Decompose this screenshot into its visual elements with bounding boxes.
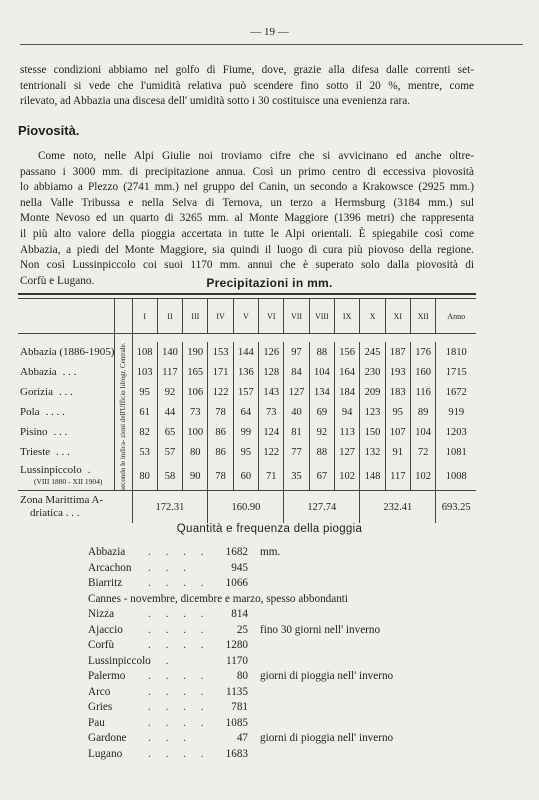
cell-value: 86 — [208, 422, 233, 442]
table-title: Precipitazioni in mm. — [206, 276, 333, 290]
cell-value: 102 — [410, 462, 435, 490]
cell-value: 94 — [335, 402, 360, 422]
frequency-text: Cannes - novembre, dicembre e marzo, spesso abbondanti — [88, 592, 349, 605]
place-name: Lussinpiccolo — [88, 654, 151, 667]
place-name: Lugano — [88, 747, 123, 760]
leader-dots: . . . . — [148, 623, 210, 636]
cell-value: 61 — [132, 402, 157, 422]
leader-dots: . . . . — [148, 716, 210, 729]
leader-dots: . . . . — [148, 639, 210, 651]
table-row — [18, 422, 476, 442]
cell-value: 86 — [208, 442, 233, 462]
cell-value: 95 — [132, 382, 157, 402]
body-paragraph — [20, 149, 474, 289]
rain-value: 1280 — [225, 639, 248, 651]
month-header: IV — [208, 299, 233, 334]
cell-value: 171 — [208, 362, 233, 382]
place-name: Abbazia — [88, 546, 126, 558]
text-line: passano i 3000 mm. di precipitazione annua. Così un primo centro di eccessiva piovosità — [20, 165, 474, 178]
frequency-title: Quantità e frequenza della pioggia — [176, 523, 363, 535]
cell-value: 65 — [157, 422, 182, 442]
month-header: XI — [385, 299, 410, 334]
month-header: V — [233, 299, 258, 334]
place-label: Abbazia — [20, 366, 57, 379]
cell-value: 160 — [410, 362, 435, 382]
cell-value: 92 — [157, 382, 182, 402]
cell-value: 190 — [183, 342, 208, 362]
cell-value: 82 — [132, 422, 157, 442]
month-header: III — [183, 299, 208, 334]
cell-value: 95 — [233, 442, 258, 462]
text-line: lo abbiamo a Plezzo (2741 mm.) nel gruppo del Canin, un secondo a Krakowsce (2925 mm.) — [20, 181, 474, 194]
intro-paragraph — [20, 63, 474, 110]
place-name: Arco — [88, 685, 111, 698]
cell-value: 183 — [385, 382, 410, 402]
precipitation-table — [18, 293, 476, 520]
zona-row — [18, 491, 476, 524]
text-line: rilevato, ad Abbazia una discesa dell' umidità sotto i 30 costituisce una evenienza rara. — [20, 95, 411, 108]
cell-value: 127 — [284, 382, 309, 402]
annual-value: 1715 — [436, 362, 476, 382]
cell-value: 164 — [335, 362, 360, 382]
cell-value: 80 — [132, 462, 157, 490]
cell-value: 80 — [183, 442, 208, 462]
place-label: Pola — [20, 406, 40, 419]
text-line: il più alto valore della pioggia accertata in tutte le Alpi orientali. È spiegabile così come — [20, 227, 474, 240]
place-label: Lussinpiccolo — [20, 464, 82, 477]
leader-dots: . . . . — [45, 406, 65, 419]
place-label: Gorizia — [20, 386, 53, 399]
leader-dots: . . . — [148, 732, 192, 744]
cell-value: 117 — [157, 362, 182, 382]
leader-dots: . . — [148, 654, 175, 667]
cell-value: 95 — [385, 402, 410, 422]
text-line: tentrionali si vede che l'umidità relativa può scendere fino sotto il 20 %, mentre, come — [20, 79, 474, 92]
cell-value: 44 — [157, 402, 182, 422]
cell-value: 123 — [360, 402, 385, 422]
cell-value: 143 — [259, 382, 284, 402]
cell-value: 99 — [233, 422, 258, 442]
annual-value: 919 — [436, 402, 476, 422]
place-name — [18, 342, 114, 362]
rain-value: 814 — [231, 608, 248, 620]
cell-value: 103 — [132, 362, 157, 382]
leader-dots: . . . — [148, 561, 192, 574]
text-line: stesse condizioni abbiamo nel golfo di Fiume, dove, grazie alla difesa dalle correnti set- — [20, 64, 474, 76]
cell-value: 40 — [284, 402, 309, 422]
header-rule — [20, 44, 523, 45]
cell-value: 230 — [360, 362, 385, 382]
table-row — [18, 382, 476, 402]
text-line: nella Valle Tribussa e nella Selva di Ternova, un terzo a Hermsburg (3184 mm.) sul — [20, 196, 474, 209]
cell-value: 78 — [208, 462, 233, 490]
leader-dots: . . . . — [148, 747, 210, 760]
place-name — [18, 382, 114, 402]
period-note: (VIII 1880 - XII 1904) — [34, 477, 103, 487]
cell-value: 184 — [335, 382, 360, 402]
month-header: IX — [335, 299, 360, 334]
source-note: secondo le indica- zioni dell'Ufficio Idrogr. Centrale. — [114, 342, 132, 491]
text-line: Monte Nevoso ed un quarto di 3265 mm. al Monte Maggiore (1396 metri) che rappresenta — [20, 212, 474, 225]
cell-value: 73 — [259, 402, 284, 422]
cell-value: 157 — [233, 382, 258, 402]
text-line: Corfù e Lugano. — [20, 274, 95, 287]
cell-value: 35 — [284, 462, 309, 490]
rain-value: 1066 — [225, 577, 248, 589]
annual-value: 1810 — [436, 342, 476, 362]
cell-value: 127 — [335, 442, 360, 462]
place-name — [18, 422, 114, 442]
leader-dots: . . . — [62, 366, 77, 379]
rain-value: 25 — [236, 623, 248, 636]
cell-value: 69 — [309, 402, 334, 422]
month-header: VII — [284, 299, 309, 334]
place-label: Trieste — [20, 446, 51, 459]
text-line: Non così Lussinpiccolo coi suoi 1170 mm. annui che è superato solo dalla piovosità di — [20, 259, 474, 272]
place-name: Corfù — [88, 639, 115, 651]
cell-value: 91 — [385, 442, 410, 462]
cell-value: 106 — [183, 382, 208, 402]
leader-dots: . . . — [53, 426, 68, 439]
cell-value: 136 — [233, 362, 258, 382]
cell-value: 104 — [410, 422, 435, 442]
cell-value: 92 — [309, 422, 334, 442]
place-name: Gries — [88, 701, 113, 713]
cell-value: 209 — [360, 382, 385, 402]
month-header: I — [132, 299, 157, 334]
cell-value: 245 — [360, 342, 385, 362]
cell-value: 77 — [284, 442, 309, 462]
season-value: 172.31 — [132, 491, 208, 524]
cell-value: 134 — [309, 382, 334, 402]
rain-note: fino 30 giorni nell' inverno — [260, 623, 381, 636]
cell-value: 71 — [259, 462, 284, 490]
rain-value: 80 — [236, 670, 248, 682]
table-row — [18, 362, 476, 382]
cell-value: 153 — [208, 342, 233, 362]
leader-dots: . . . . — [148, 701, 210, 713]
rain-value: 47 — [236, 732, 248, 744]
cell-value: 88 — [309, 342, 334, 362]
cell-value: 90 — [183, 462, 208, 490]
cell-value: 78 — [208, 402, 233, 422]
cell-value: 113 — [335, 422, 360, 442]
cell-value: 116 — [410, 382, 435, 402]
cell-value: 122 — [208, 382, 233, 402]
rain-value: 1170 — [226, 654, 248, 667]
rain-note: mm. — [260, 546, 281, 558]
cell-value: 100 — [183, 422, 208, 442]
annual-header: Anno — [436, 299, 476, 334]
leader-dots: . . . — [58, 386, 73, 399]
zona-label — [18, 491, 132, 524]
place-name — [18, 402, 114, 422]
rain-value: 781 — [231, 701, 248, 713]
table-row — [18, 342, 476, 362]
month-header: VI — [259, 299, 284, 334]
place-name: Biarritz — [88, 577, 123, 589]
month-header: XII — [410, 299, 435, 334]
cell-value: 117 — [385, 462, 410, 490]
place-name: Nizza — [88, 608, 115, 620]
zona-annual: 693.25 — [436, 491, 476, 524]
place-name: Pau — [88, 716, 105, 729]
table-row — [18, 462, 476, 490]
cell-value: 88 — [309, 442, 334, 462]
cell-value: 122 — [259, 442, 284, 462]
leader-dots: . . . . — [148, 546, 210, 558]
cell-value: 89 — [410, 402, 435, 422]
cell-value: 193 — [385, 362, 410, 382]
cell-value: 107 — [385, 422, 410, 442]
cell-value: 81 — [284, 422, 309, 442]
cell-value: 67 — [309, 462, 334, 490]
place-name: Gardone — [88, 732, 127, 744]
table-row — [18, 442, 476, 462]
cell-value: 165 — [183, 362, 208, 382]
page-number: — 19 — — [250, 26, 289, 38]
place-name — [18, 362, 114, 382]
cell-value: 60 — [233, 462, 258, 490]
table-corner — [18, 299, 114, 334]
month-header: VIII — [309, 299, 334, 334]
rain-note: giorni di pioggia nell' inverno — [260, 732, 394, 744]
place-label: Pisino — [20, 426, 48, 439]
cell-value: 84 — [284, 362, 309, 382]
cell-value: 140 — [157, 342, 182, 362]
season-value: 127.74 — [284, 491, 360, 524]
place-name — [18, 462, 114, 490]
rain-value: 945 — [231, 561, 248, 574]
cell-value: 156 — [335, 342, 360, 362]
month-header: X — [360, 299, 385, 334]
cell-value: 108 — [132, 342, 157, 362]
place-name — [18, 442, 114, 462]
annual-value: 1203 — [436, 422, 476, 442]
rain-value: 1085 — [225, 716, 248, 729]
cell-value: 128 — [259, 362, 284, 382]
place-name: Arcachon — [88, 561, 132, 574]
cell-value: 64 — [233, 402, 258, 422]
place-name: Ajaccio — [88, 623, 123, 636]
cell-value: 102 — [335, 462, 360, 490]
rain-value: 1683 — [225, 747, 248, 760]
cell-value: 132 — [360, 442, 385, 462]
cell-value: 144 — [233, 342, 258, 362]
annual-value: 1008 — [436, 462, 476, 490]
table-note-header — [114, 299, 132, 334]
cell-value: 73 — [183, 402, 208, 422]
cell-value: 176 — [410, 342, 435, 362]
table-row — [18, 402, 476, 422]
zona-label-line: Zona Marittima A- — [20, 494, 104, 507]
section-title: Piovosità. — [18, 123, 80, 138]
leader-dots: . . . . — [148, 577, 210, 589]
leader-dots: . . . . — [148, 670, 210, 682]
cell-value: 53 — [132, 442, 157, 462]
cell-value: 72 — [410, 442, 435, 462]
zona-label-line: driatica . . . — [30, 507, 80, 520]
annual-value: 1081 — [436, 442, 476, 462]
cell-value: 57 — [157, 442, 182, 462]
text-line: Come noto, nelle Alpi Giulie noi troviamo cifre che si avvicinano ed anche oltre- — [38, 150, 474, 162]
cell-value: 97 — [284, 342, 309, 362]
cell-value: 148 — [360, 462, 385, 490]
cell-value: 58 — [157, 462, 182, 490]
rain-note: giorni di pioggia nell' inverno — [260, 670, 394, 682]
cell-value: 104 — [309, 362, 334, 382]
leader-dots: . . . . — [148, 685, 210, 698]
place-label: Abbazia (1886-1905) — [20, 346, 114, 359]
cell-value: 150 — [360, 422, 385, 442]
leader-dots: . . . — [56, 446, 70, 459]
month-header: II — [157, 299, 182, 334]
place-name: Palermo — [88, 670, 126, 682]
season-value: 232.41 — [360, 491, 436, 524]
season-value: 160.90 — [208, 491, 284, 524]
cell-value: 124 — [259, 422, 284, 442]
cell-value: 187 — [385, 342, 410, 362]
cell-value: 126 — [259, 342, 284, 362]
rain-value: 1135 — [226, 685, 248, 698]
leader-dots: . . . . — [148, 608, 210, 620]
leader-dots: . — [87, 464, 91, 477]
text-line: Abbazia, a piedi del Monte Maggiore, sia quindi il luogo di cura più piovoso della regione. — [20, 243, 474, 256]
rain-value: 1682 — [225, 546, 248, 558]
annual-value: 1672 — [436, 382, 476, 402]
